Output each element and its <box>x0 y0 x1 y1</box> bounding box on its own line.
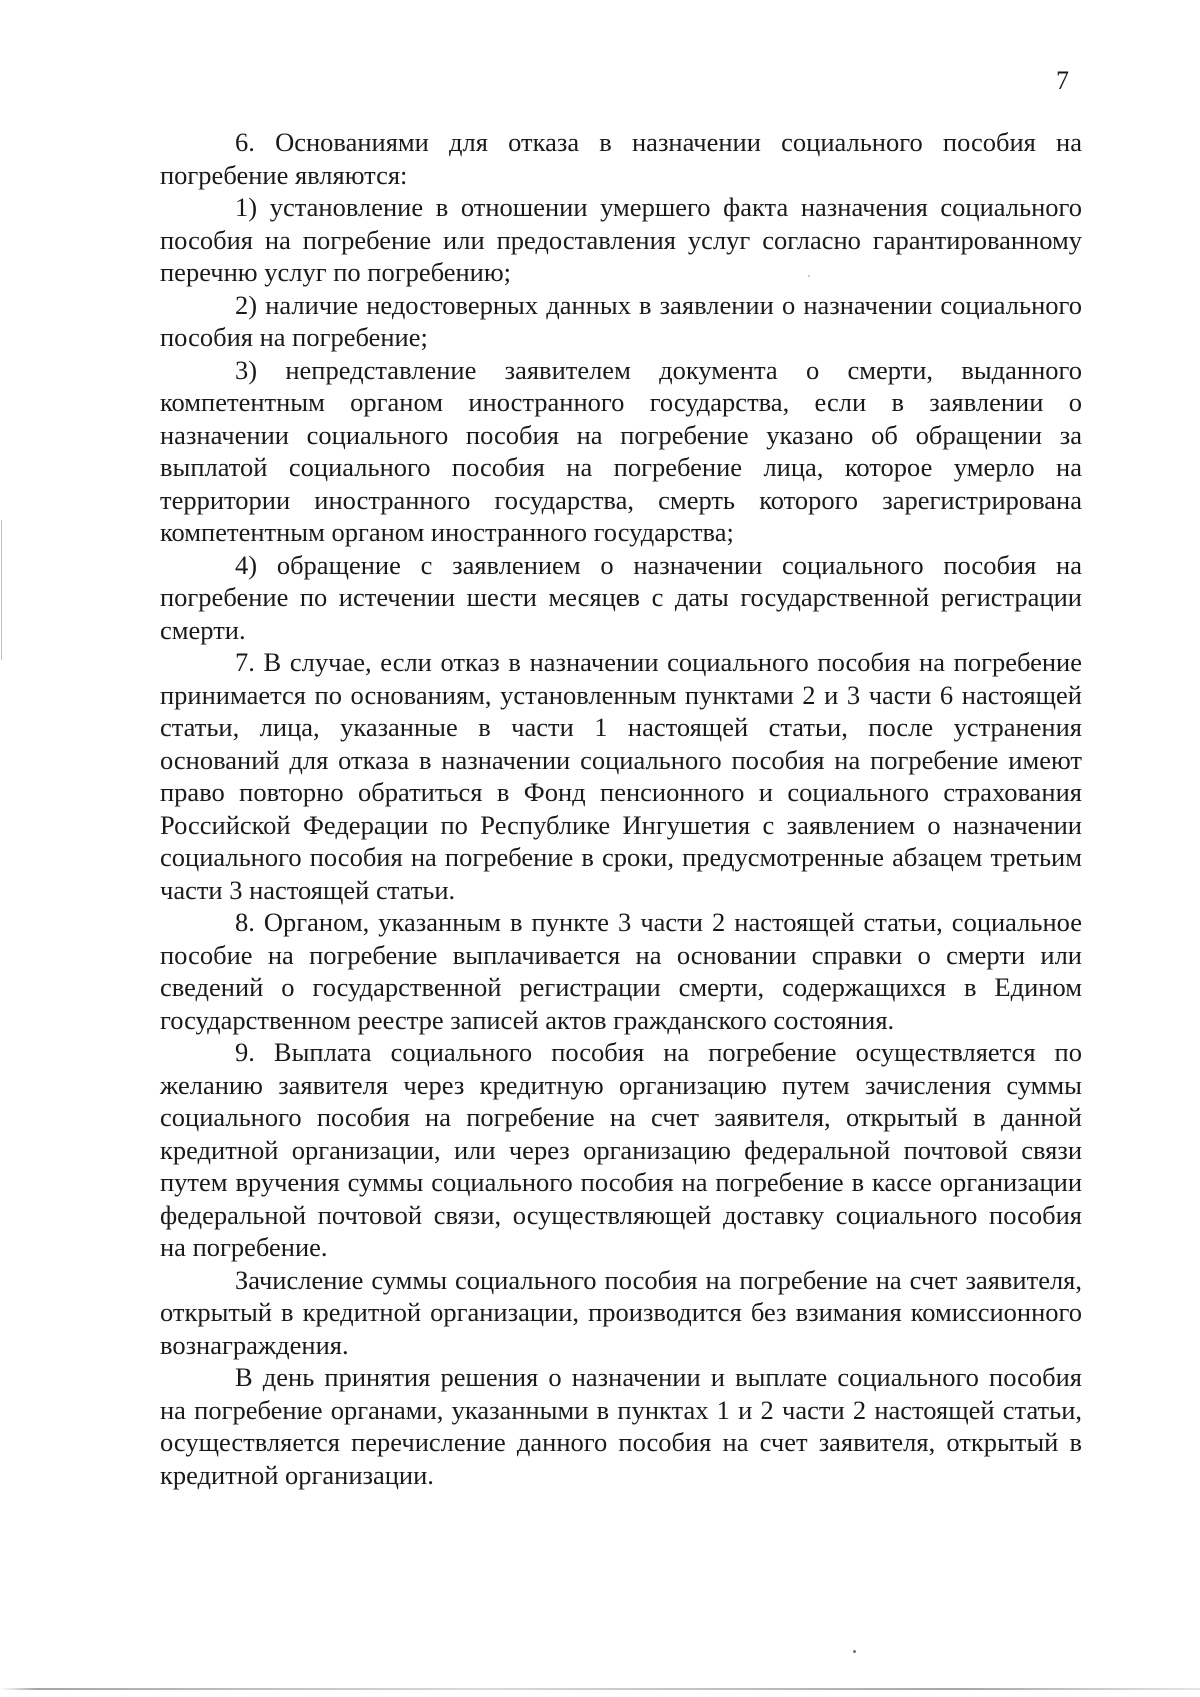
paragraph-6-item-1: 1) установление в отношении умершего факта назначения социального пособия на погребение или предоставления услуг согласно гарантированному перечню услуг по погребению; <box>160 192 1082 287</box>
document-body <box>160 126 1082 1491</box>
scan-edge-left <box>1 520 2 660</box>
paragraph-6-item-4: 4) обращение с заявлением о назначении социального пособия на погребение по истечении шести месяцев с даты государственной регистрации смерти. <box>160 549 1082 645</box>
scan-speck <box>853 1650 856 1653</box>
scan-speck <box>808 275 810 277</box>
paragraph-transfer-day: В день принятия решения о назначении и выплате социального пособия на погребение органами, указанными в пунктах 1 и 2 части 2 настоящей статьи, осуществляется перечисление данного пособия на счет заявителя, открытый в кредитной организации. <box>160 1362 1082 1490</box>
paragraph-6-item-2: 2) наличие недостоверных данных в заявлении о назначении социального пособия на погребение; <box>160 289 1082 352</box>
paragraph-6-item-3: 3) непредставление заявителем документа о смерти, выданного компетентным органом иностранного государства, если в заявлении о назначении социального пособия на погребение указано об обращении за выплатой социального пособия на погребение лица, которое умерло на территории иностранного государства, смерть которого зарегистрирована компетентным органом иностранного государства; <box>160 354 1082 547</box>
paragraph-6-refusal-grounds: 6. Основаниями для отказа в назначении социального пособия на погребение являются: <box>160 127 1082 190</box>
scan-edge-bottom <box>0 1688 1200 1690</box>
page-number: 7 <box>1056 66 1069 95</box>
paragraph-8-payment-basis: 8. Органом, указанным в пункте 3 части 2 настоящей статьи, социальное пособие на погребение выплачивается на основании справки о смерти или сведений о государственной регистрации смерти, содержащихся в Едином государственном реестре записей актов гражданского состояния. <box>160 907 1082 1035</box>
paragraph-7-reapplication: 7. В случае, если отказ в назначении социального пособия на погребение принимается по основаниям, установленным пунктами 2 и 3 части 6 настоящей статьи, лица, указанные в части 1 настоящей статьи, после устранения оснований для отказа в назначении социального пособия на погребение имеют право повторно обратиться в Фонд пенсионного и социального страхования Российской Федерации по Республике Ингушетия с заявлением о назначении социального пособия на погребение в сроки, предусмотренные абзацем третьим части 3 настоящей статьи. <box>160 647 1082 905</box>
paragraph-crediting-no-fee: Зачисление суммы социального пособия на погребение на счет заявителя, открытый в кредитной организации, производится без взимания комиссионного вознаграждения. <box>160 1264 1082 1360</box>
paragraph-9-payment-method: 9. Выплата социального пособия на погребение осуществляется по желанию заявителя через кредитную организацию путем зачисления суммы социального пособия на погребение на счет заявителя, открытый в данной кредитной организации, или через организацию федеральной почтовой связи путем вручения суммы социального пособия на погребение в кассе организации федеральной почтовой связи, осуществляющей доставку социального пособия на погребение. <box>160 1037 1082 1262</box>
